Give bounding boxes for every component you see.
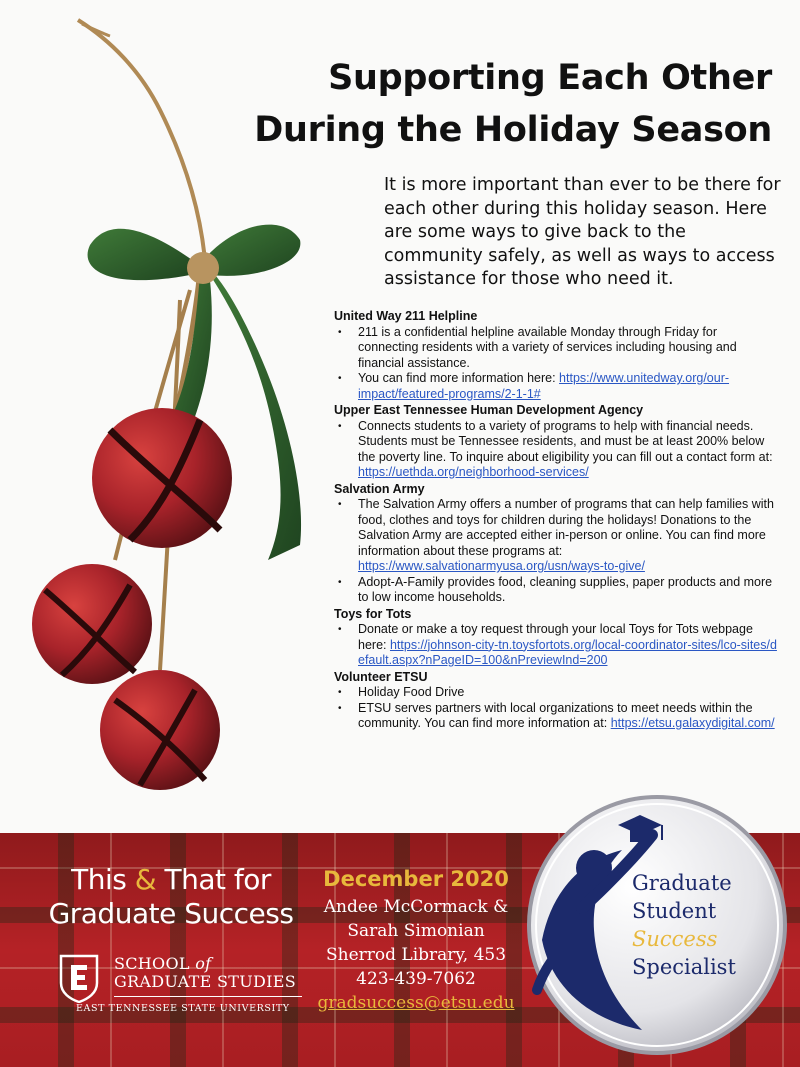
badge-line-4: Specialist [632,955,736,979]
bullet-icon: • [338,499,342,510]
contact-name-1: Andee McCormack & [323,897,509,917]
list-item: • 211 is a confidential helpline available Monday through Friday for connecting residents with a variety of services including housing and financial assistance. [338,324,737,370]
graduate-student-success-specialist-badge [522,790,792,1060]
badge-line-3: Success [632,927,718,951]
school-name: SCHOOL of GRADUATE STUDIES [114,954,297,991]
bullet-icon: • [338,687,342,698]
section-heading-uethda: Upper East Tennessee Human Development Agency [334,403,644,417]
badge-line-2: Student [632,899,717,923]
page-title [252,52,772,156]
uethda-link[interactable]: https://uethda.org/neighborhood-services/ [358,465,589,479]
contact-location: Sherrod Library, 453 [325,945,507,965]
bullet-icon: • [338,420,342,432]
university-name: EAST TENNESSEE STATE UNIVERSITY [76,1003,290,1014]
etsu-galaxy-link[interactable]: https://etsu.galaxydigital.com/ [610,716,775,730]
bullet-icon: • [338,326,342,338]
salvation-army-link[interactable]: https://www.salvationarmyusa.org/usn/ways-to-give/ [358,559,645,573]
title-line-2: During the Holiday Season [254,110,772,150]
bullet-icon: • [338,624,342,635]
newsletter-tagline: This & That for Graduate Success [48,863,294,930]
list-item: • Donate or make a toy request through your local Toys for Tots webpage here: https://johnson-city-tn.toysfortots.org/local-coordinator-sites/lco-sites/default.aspx?nPageID=100&nPreviewInd=200 [338,622,777,667]
bullet-icon: • [338,702,342,714]
list-item: • Adopt-A-Family provides food, cleaning supplies, paper products and more to low income households. [338,574,773,604]
etsu-shield-icon [58,953,100,1003]
list-item: • The Salvation Army offers a number of programs that can help families with food, clothes and toys for children during the holidays! Donations to the Salvation Army are accepted either in-person or online. You can find more information about these programs at: https://www.salvationarmyusa.org/usn/ways-to-give/ [338,497,774,573]
contact-name-2: Sarah Simonian [347,921,485,941]
issue-date: December 2020 [323,867,509,891]
divider [114,996,302,997]
intro-paragraph: It is more important than ever to be there for each other during this holiday season. Here are some ways to give back to the community safely, as well as ways to access assistance for those who need it. [384,175,781,289]
section-heading-volunteer-etsu: Volunteer ETSU [334,669,428,684]
section-heading-toys-for-tots: Toys for Tots [334,606,412,621]
united-way-link[interactable]: https://www.unitedway.org/our-impact/featured-programs/2-1-1# [358,371,730,401]
section-heading-salvation-army: Salvation Army [334,481,425,496]
list-item: • ETSU serves partners with local organizations to meet needs within the community. You can find more information at: https://etsu.galaxydigital.com/ [338,700,775,730]
bullet-icon: • [338,576,342,588]
list-item: • You can find more information here: https://www.unitedway.org/our-impact/featured-programs/2-1-1# [338,371,730,401]
contact-block [306,865,526,1015]
list-item: • Connects students to a variety of programs to help with financial needs. Students must be Tennessee residents, and must be at least 200% below the poverty line. To inquire about eligibility you can fill out a contact form at: https://uethda.org/neighborhood-services/ [338,418,773,479]
badge-line-1: Graduate [632,871,732,895]
contact-phone: 423-439-7062 [356,969,476,989]
title-line-1: Supporting Each Other [328,58,772,98]
resource-list [334,308,778,732]
school-logo [58,951,308,1021]
list-item: • Holiday Food Drive [338,685,465,699]
section-heading-united-way: United Way 211 Helpline [334,309,478,323]
contact-email-link[interactable]: gradsuccess@etsu.edu [317,993,515,1013]
bullet-icon: • [338,373,342,384]
toys-for-tots-link[interactable]: https://johnson-city-tn.toysfortots.org/local-coordinator-sites/lco-sites/default.aspx?nPageID=100&nPreviewInd=200 [358,637,777,667]
